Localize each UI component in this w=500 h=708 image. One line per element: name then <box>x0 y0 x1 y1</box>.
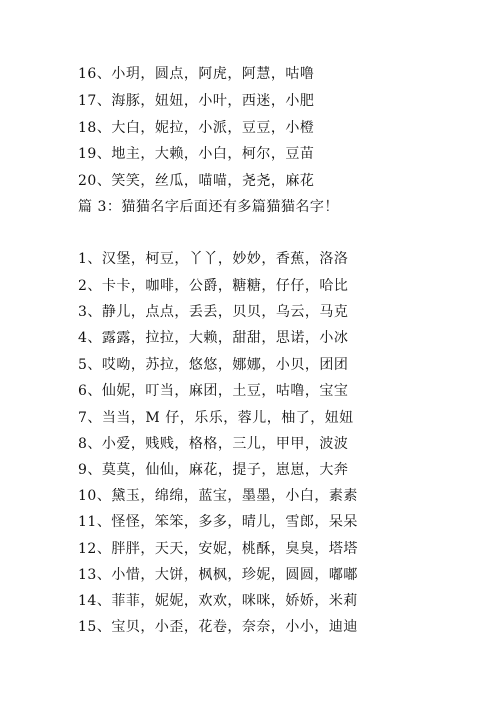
list-item-8: 8、小爱，贱贱，格格，三儿，甲甲，波波 <box>78 436 349 452</box>
list-item-2: 2、卡卡，咖啡，公爵，糖糖，仔仔，哈比 <box>78 278 349 294</box>
list-item-13: 13、小惜，大饼，枫枫，珍妮，圆圆，嘟嘟 <box>78 567 358 583</box>
list-item-12: 12、胖胖，天天，安妮，桃酥，臭臭，塔塔 <box>78 541 358 557</box>
list-item-18: 18、大白，妮拉，小派，豆豆，小橙 <box>78 120 315 136</box>
list-item-6: 6、仙妮，叮当，麻团，土豆，咕噜，宝宝 <box>78 383 349 399</box>
list-item-11: 11、怪怪，笨笨，多多，晴儿，雪郎，呆呆 <box>78 514 358 530</box>
list-item-10: 10、黛玉，绵绵，蓝宝，墨墨，小白，素素 <box>78 488 358 504</box>
list-item-16: 16、小玥，圆点，阿虎，阿慧，咕噜 <box>78 66 315 82</box>
list-item-19: 19、地主，大赖，小白，柯尔，豆苗 <box>78 146 315 162</box>
list-item-1: 1、汉堡，柯豆，丫丫，妙妙，香蕉，洛洛 <box>78 251 349 267</box>
list-item-17: 17、海豚，妞妞，小叶，西迷，小肥 <box>78 93 315 109</box>
list-item-9: 9、莫莫，仙仙，麻花，提子，崽崽，大奔 <box>78 462 349 478</box>
list-item-4: 4、露露，拉拉，大赖，甜甜，思诺，小冰 <box>78 330 349 346</box>
list-item-15: 15、宝贝，小歪，花卷，奈奈，小小，迪迪 <box>78 619 358 635</box>
list-item-5: 5、哎呦，苏拉，悠悠，娜娜，小贝，团团 <box>78 357 349 373</box>
section-heading: 篇 3：猫猫名字后面还有多篇猫猫名字！ <box>78 199 339 215</box>
list-item-7: 7、当当，M 仔，乐乐，蓉儿，柚了，妞妞 <box>78 410 354 426</box>
list-item-14: 14、菲菲，妮妮，欢欢，咪咪，娇娇，米莉 <box>78 593 358 609</box>
list-item-20: 20、笑笑，丝瓜，喵喵，尧尧，麻花 <box>78 173 315 189</box>
list-item-3: 3、静儿，点点，丢丢，贝贝，乌云，马克 <box>78 304 349 320</box>
